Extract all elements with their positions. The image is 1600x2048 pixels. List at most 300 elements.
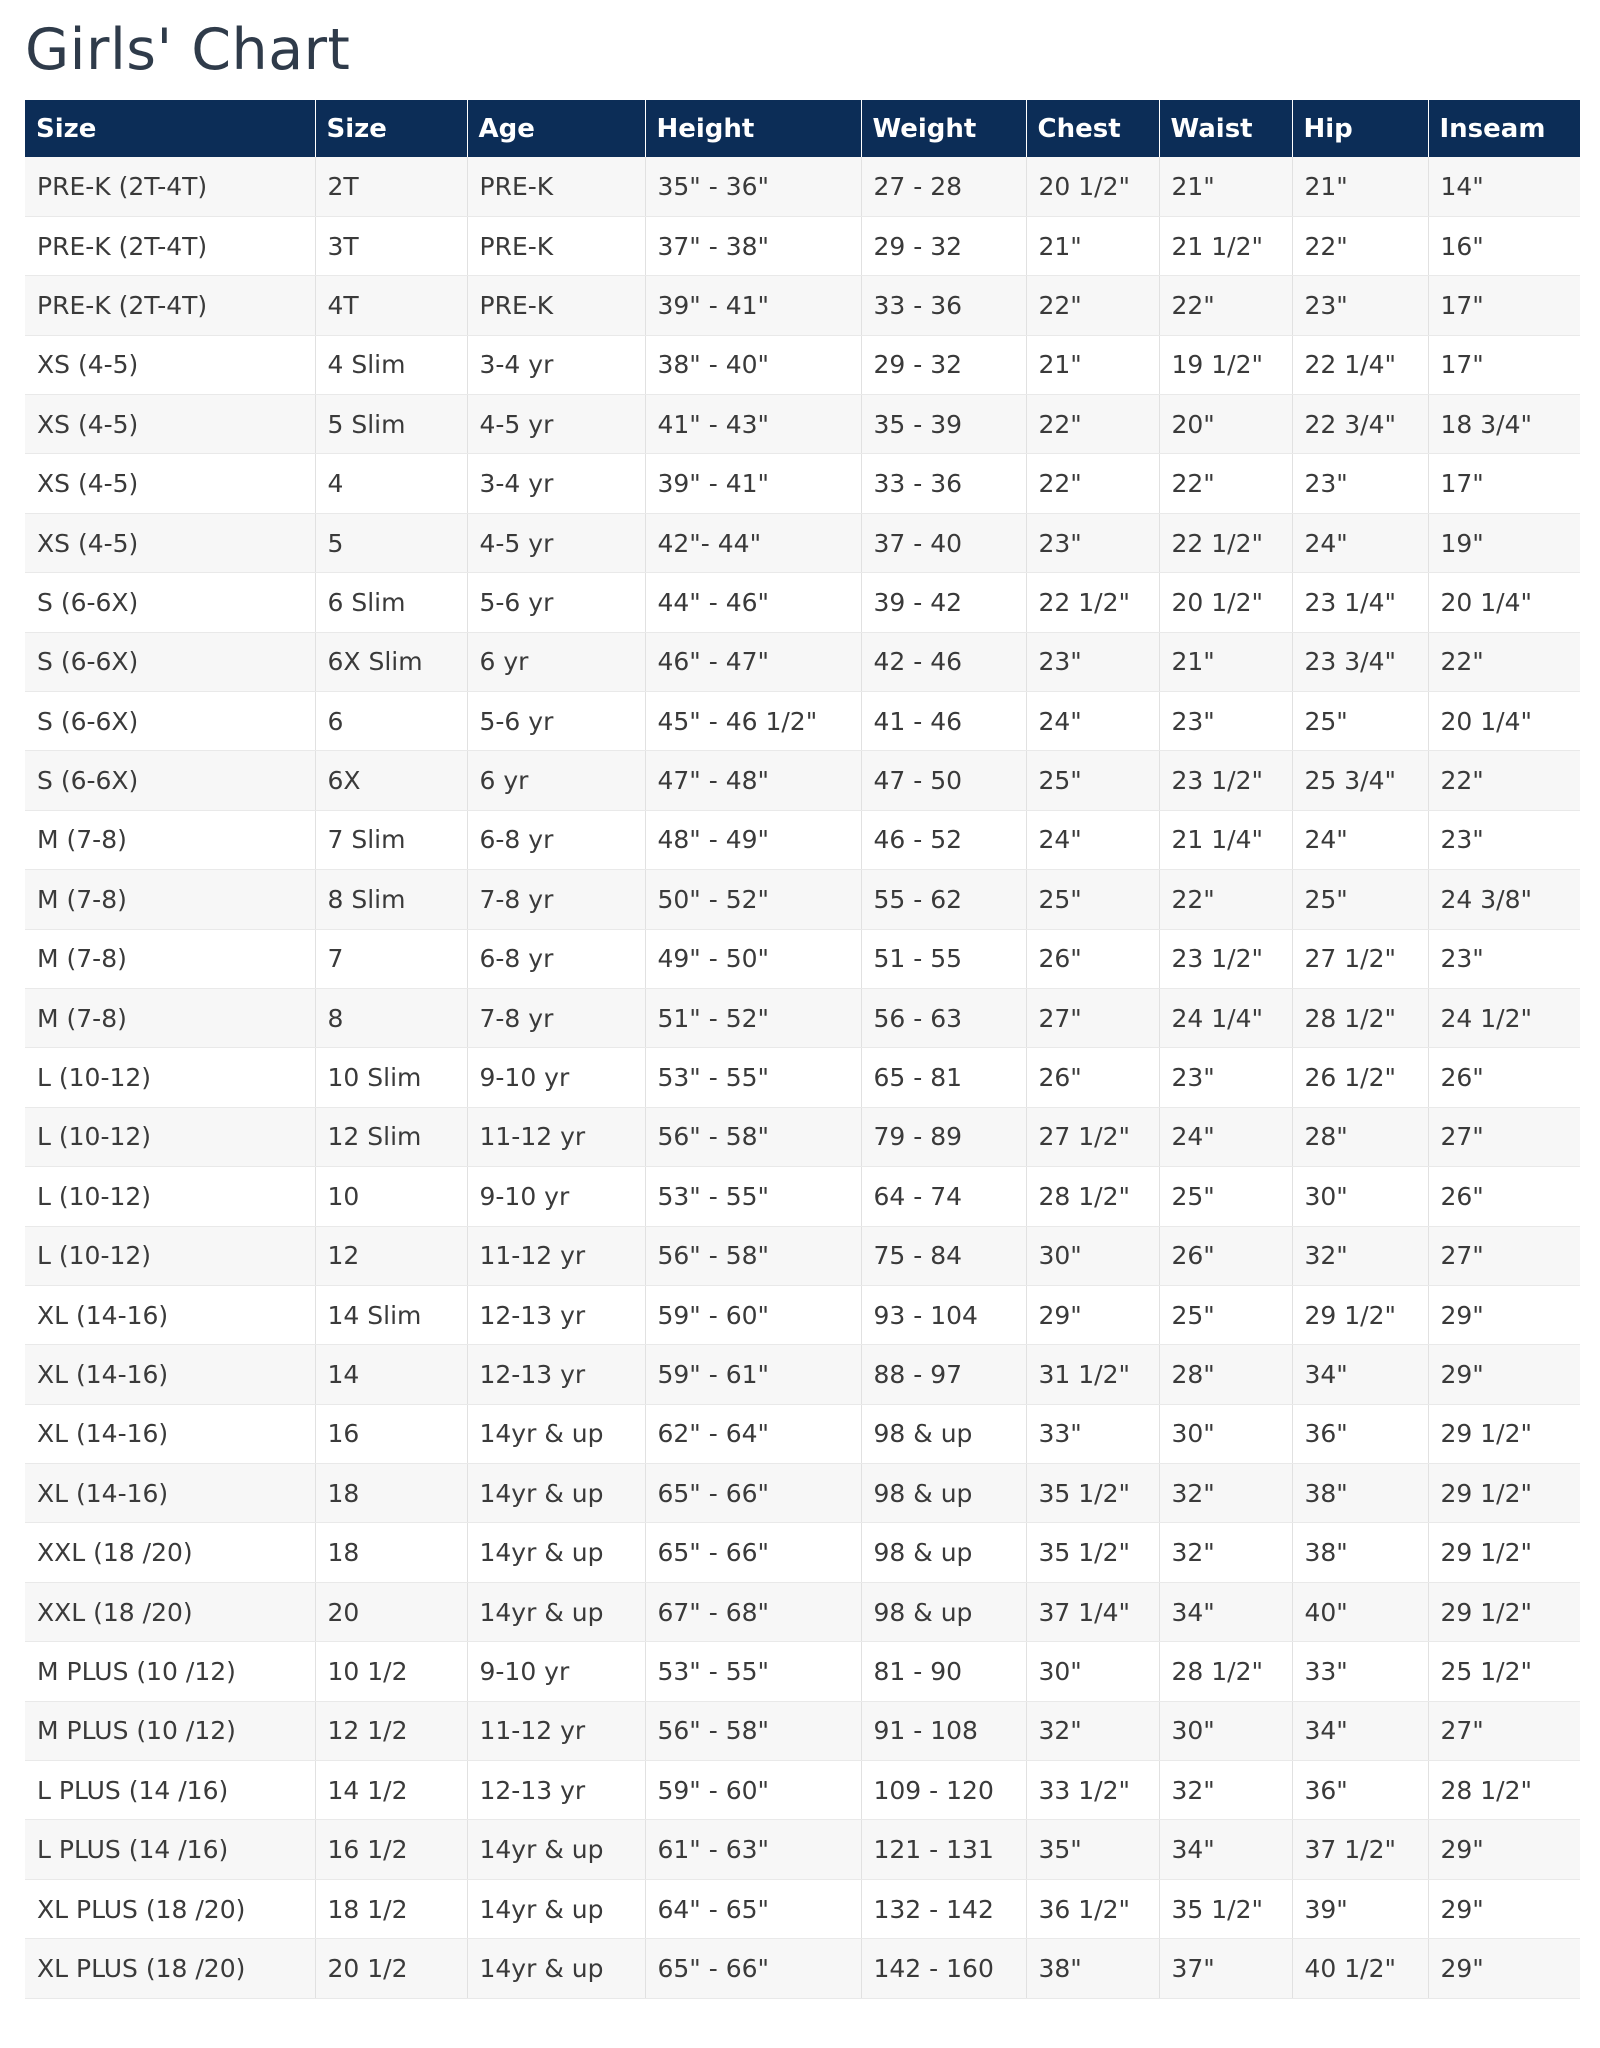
cell-waist: 35 1/2" [1159, 1879, 1292, 1938]
table-row [25, 1107, 1580, 1166]
cell-weight: 75 - 84 [861, 1226, 1026, 1285]
column-header-chest: Chest [1026, 100, 1159, 157]
cell-age: 12-13 yr [467, 1761, 645, 1820]
cell-height: 42"- 44" [645, 513, 861, 572]
cell-chest: 26" [1026, 1048, 1159, 1107]
cell-size-group: S (6-6X) [25, 751, 315, 810]
cell-chest: 23" [1026, 513, 1159, 572]
table-row [25, 454, 1580, 513]
cell-age: 5-6 yr [467, 573, 645, 632]
cell-height: 41" - 43" [645, 395, 861, 454]
cell-waist: 23 1/2" [1159, 929, 1292, 988]
cell-size: 14 [315, 1345, 467, 1404]
cell-weight: 93 - 104 [861, 1285, 1026, 1344]
cell-age: 11-12 yr [467, 1226, 645, 1285]
cell-age: 14yr & up [467, 1582, 645, 1641]
cell-size-group: M (7-8) [25, 810, 315, 869]
cell-age: PRE-K [467, 216, 645, 275]
cell-height: 35" - 36" [645, 157, 861, 216]
table-row [25, 810, 1580, 869]
cell-age: 6-8 yr [467, 929, 645, 988]
table-row [25, 157, 1580, 216]
cell-chest: 22" [1026, 395, 1159, 454]
table-row [25, 632, 1580, 691]
column-header-size: Size [315, 100, 467, 157]
cell-hip: 27 1/2" [1292, 929, 1428, 988]
cell-weight: 29 - 32 [861, 335, 1026, 394]
cell-size-group: S (6-6X) [25, 573, 315, 632]
cell-chest: 38" [1026, 1939, 1159, 1998]
cell-size-group: M PLUS (10 /12) [25, 1642, 315, 1701]
cell-hip: 25" [1292, 870, 1428, 929]
cell-hip: 33" [1292, 1642, 1428, 1701]
cell-inseam: 29 1/2" [1428, 1404, 1580, 1463]
table-row [25, 573, 1580, 632]
cell-height: 53" - 55" [645, 1167, 861, 1226]
cell-height: 56" - 58" [645, 1226, 861, 1285]
cell-size-group: L (10-12) [25, 1226, 315, 1285]
table-row [25, 216, 1580, 275]
header-row [25, 100, 1580, 157]
cell-height: 51" - 52" [645, 988, 861, 1047]
cell-inseam: 27" [1428, 1107, 1580, 1166]
cell-waist: 34" [1159, 1582, 1292, 1641]
table-row [25, 1345, 1580, 1404]
cell-height: 65" - 66" [645, 1523, 861, 1582]
cell-weight: 51 - 55 [861, 929, 1026, 988]
table-row [25, 1761, 1580, 1820]
cell-chest: 23" [1026, 632, 1159, 691]
table-row [25, 276, 1580, 335]
cell-inseam: 26" [1428, 1167, 1580, 1226]
page-title: Girls' Chart [25, 17, 351, 83]
cell-height: 67" - 68" [645, 1582, 861, 1641]
cell-height: 59" - 61" [645, 1345, 861, 1404]
cell-chest: 36 1/2" [1026, 1879, 1159, 1938]
cell-hip: 36" [1292, 1761, 1428, 1820]
cell-size-group: XS (4-5) [25, 335, 315, 394]
cell-chest: 25" [1026, 751, 1159, 810]
cell-size: 14 Slim [315, 1285, 467, 1344]
column-header-hip: Hip [1292, 100, 1428, 157]
cell-chest: 22 1/2" [1026, 573, 1159, 632]
cell-inseam: 23" [1428, 810, 1580, 869]
cell-size: 16 1/2 [315, 1820, 467, 1879]
table-row [25, 1048, 1580, 1107]
cell-weight: 35 - 39 [861, 395, 1026, 454]
table-row [25, 1464, 1580, 1523]
cell-chest: 22" [1026, 276, 1159, 335]
cell-weight: 132 - 142 [861, 1879, 1026, 1938]
cell-hip: 22 3/4" [1292, 395, 1428, 454]
cell-size: 20 [315, 1582, 467, 1641]
cell-weight: 65 - 81 [861, 1048, 1026, 1107]
cell-chest: 33" [1026, 1404, 1159, 1463]
cell-waist: 21" [1159, 632, 1292, 691]
table-row [25, 513, 1580, 572]
column-header-waist: Waist [1159, 100, 1292, 157]
cell-weight: 98 & up [861, 1582, 1026, 1641]
cell-height: 61" - 63" [645, 1820, 861, 1879]
cell-hip: 32" [1292, 1226, 1428, 1285]
cell-size: 7 [315, 929, 467, 988]
cell-waist: 22" [1159, 276, 1292, 335]
cell-hip: 22 1/4" [1292, 335, 1428, 394]
cell-inseam: 17" [1428, 454, 1580, 513]
cell-size-group: M (7-8) [25, 929, 315, 988]
cell-size-group: XL PLUS (18 /20) [25, 1879, 315, 1938]
cell-waist: 32" [1159, 1464, 1292, 1523]
cell-height: 39" - 41" [645, 454, 861, 513]
cell-height: 44" - 46" [645, 573, 861, 632]
cell-size: 8 [315, 988, 467, 1047]
cell-age: 7-8 yr [467, 870, 645, 929]
cell-weight: 98 & up [861, 1404, 1026, 1463]
cell-weight: 47 - 50 [861, 751, 1026, 810]
cell-height: 62" - 64" [645, 1404, 861, 1463]
cell-hip: 29 1/2" [1292, 1285, 1428, 1344]
size-chart-table [25, 100, 1580, 1999]
cell-size-group: XS (4-5) [25, 454, 315, 513]
cell-size: 6X [315, 751, 467, 810]
cell-age: 6 yr [467, 632, 645, 691]
cell-size: 3T [315, 216, 467, 275]
cell-height: 50" - 52" [645, 870, 861, 929]
cell-size: 12 1/2 [315, 1701, 467, 1760]
cell-height: 65" - 66" [645, 1464, 861, 1523]
cell-waist: 21 1/2" [1159, 216, 1292, 275]
cell-chest: 27 1/2" [1026, 1107, 1159, 1166]
cell-age: 14yr & up [467, 1820, 645, 1879]
cell-chest: 29" [1026, 1285, 1159, 1344]
cell-height: 49" - 50" [645, 929, 861, 988]
cell-size-group: XL (14-16) [25, 1464, 315, 1523]
cell-waist: 34" [1159, 1820, 1292, 1879]
cell-size: 20 1/2 [315, 1939, 467, 1998]
cell-age: PRE-K [467, 276, 645, 335]
cell-hip: 36" [1292, 1404, 1428, 1463]
cell-waist: 32" [1159, 1761, 1292, 1820]
cell-chest: 33 1/2" [1026, 1761, 1159, 1820]
cell-inseam: 19" [1428, 513, 1580, 572]
cell-chest: 27" [1026, 988, 1159, 1047]
cell-hip: 40 1/2" [1292, 1939, 1428, 1998]
column-header-size-group: Size [25, 100, 315, 157]
cell-size-group: M PLUS (10 /12) [25, 1701, 315, 1760]
cell-height: 45" - 46 1/2" [645, 692, 861, 751]
table-row [25, 929, 1580, 988]
cell-size-group: S (6-6X) [25, 632, 315, 691]
cell-waist: 30" [1159, 1701, 1292, 1760]
cell-waist: 20" [1159, 395, 1292, 454]
cell-age: 14yr & up [467, 1523, 645, 1582]
cell-waist: 19 1/2" [1159, 335, 1292, 394]
cell-hip: 23 1/4" [1292, 573, 1428, 632]
cell-age: 5-6 yr [467, 692, 645, 751]
cell-inseam: 26" [1428, 1048, 1580, 1107]
table-header [25, 100, 1580, 157]
cell-size-group: L (10-12) [25, 1167, 315, 1226]
cell-inseam: 27" [1428, 1226, 1580, 1285]
cell-chest: 35 1/2" [1026, 1464, 1159, 1523]
cell-weight: 33 - 36 [861, 454, 1026, 513]
cell-size-group: L (10-12) [25, 1048, 315, 1107]
cell-inseam: 24 1/2" [1428, 988, 1580, 1047]
cell-size: 5 [315, 513, 467, 572]
cell-weight: 121 - 131 [861, 1820, 1026, 1879]
cell-waist: 25" [1159, 1167, 1292, 1226]
cell-hip: 24" [1292, 513, 1428, 572]
cell-weight: 41 - 46 [861, 692, 1026, 751]
cell-size: 6X Slim [315, 632, 467, 691]
cell-inseam: 24 3/8" [1428, 870, 1580, 929]
cell-size: 18 [315, 1523, 467, 1582]
cell-waist: 22" [1159, 870, 1292, 929]
cell-size: 18 1/2 [315, 1879, 467, 1938]
cell-height: 48" - 49" [645, 810, 861, 869]
table-row [25, 1523, 1580, 1582]
cell-size: 18 [315, 1464, 467, 1523]
cell-size-group: PRE-K (2T-4T) [25, 157, 315, 216]
cell-weight: 39 - 42 [861, 573, 1026, 632]
column-header-age: Age [467, 100, 645, 157]
cell-age: 3-4 yr [467, 335, 645, 394]
cell-hip: 25 3/4" [1292, 751, 1428, 810]
table-row [25, 395, 1580, 454]
cell-chest: 31 1/2" [1026, 1345, 1159, 1404]
cell-height: 64" - 65" [645, 1879, 861, 1938]
cell-weight: 91 - 108 [861, 1701, 1026, 1760]
cell-chest: 25" [1026, 870, 1159, 929]
cell-inseam: 14" [1428, 157, 1580, 216]
cell-age: 14yr & up [467, 1464, 645, 1523]
cell-size: 12 Slim [315, 1107, 467, 1166]
table-row [25, 1226, 1580, 1285]
cell-size-group: PRE-K (2T-4T) [25, 276, 315, 335]
cell-size: 14 1/2 [315, 1761, 467, 1820]
cell-age: 6 yr [467, 751, 645, 810]
cell-inseam: 17" [1428, 276, 1580, 335]
column-header-weight: Weight [861, 100, 1026, 157]
cell-size-group: L PLUS (14 /16) [25, 1761, 315, 1820]
cell-waist: 22" [1159, 454, 1292, 513]
cell-waist: 23 1/2" [1159, 751, 1292, 810]
cell-size: 5 Slim [315, 395, 467, 454]
cell-hip: 28" [1292, 1107, 1428, 1166]
table-row [25, 988, 1580, 1047]
table-row [25, 1285, 1580, 1344]
cell-age: 6-8 yr [467, 810, 645, 869]
cell-size-group: XS (4-5) [25, 395, 315, 454]
cell-inseam: 29" [1428, 1939, 1580, 1998]
cell-chest: 26" [1026, 929, 1159, 988]
cell-chest: 28 1/2" [1026, 1167, 1159, 1226]
cell-hip: 37 1/2" [1292, 1820, 1428, 1879]
cell-height: 38" - 40" [645, 335, 861, 394]
cell-size-group: XL (14-16) [25, 1285, 315, 1344]
cell-size-group: XXL (18 /20) [25, 1523, 315, 1582]
cell-height: 65" - 66" [645, 1939, 861, 1998]
cell-age: 14yr & up [467, 1939, 645, 1998]
cell-age: 9-10 yr [467, 1048, 645, 1107]
cell-waist: 30" [1159, 1404, 1292, 1463]
cell-size-group: XS (4-5) [25, 513, 315, 572]
table-row [25, 1820, 1580, 1879]
cell-chest: 24" [1026, 810, 1159, 869]
cell-size-group: PRE-K (2T-4T) [25, 216, 315, 275]
cell-weight: 46 - 52 [861, 810, 1026, 869]
cell-hip: 38" [1292, 1523, 1428, 1582]
cell-weight: 29 - 32 [861, 216, 1026, 275]
cell-hip: 21" [1292, 157, 1428, 216]
cell-inseam: 29 1/2" [1428, 1582, 1580, 1641]
cell-weight: 37 - 40 [861, 513, 1026, 572]
cell-weight: 27 - 28 [861, 157, 1026, 216]
cell-hip: 23" [1292, 276, 1428, 335]
cell-hip: 22" [1292, 216, 1428, 275]
cell-waist: 21 1/4" [1159, 810, 1292, 869]
cell-inseam: 29" [1428, 1820, 1580, 1879]
cell-size: 7 Slim [315, 810, 467, 869]
cell-size: 4 Slim [315, 335, 467, 394]
cell-inseam: 22" [1428, 632, 1580, 691]
cell-inseam: 18 3/4" [1428, 395, 1580, 454]
table-row [25, 1701, 1580, 1760]
cell-waist: 20 1/2" [1159, 573, 1292, 632]
cell-chest: 21" [1026, 216, 1159, 275]
cell-size: 12 [315, 1226, 467, 1285]
cell-age: 14yr & up [467, 1879, 645, 1938]
cell-inseam: 27" [1428, 1701, 1580, 1760]
cell-waist: 28 1/2" [1159, 1642, 1292, 1701]
cell-height: 59" - 60" [645, 1761, 861, 1820]
cell-height: 56" - 58" [645, 1107, 861, 1166]
table-row [25, 1642, 1580, 1701]
cell-inseam: 23" [1428, 929, 1580, 988]
cell-age: PRE-K [467, 157, 645, 216]
cell-weight: 142 - 160 [861, 1939, 1026, 1998]
cell-hip: 34" [1292, 1701, 1428, 1760]
cell-size: 4T [315, 276, 467, 335]
cell-hip: 25" [1292, 692, 1428, 751]
cell-weight: 98 & up [861, 1464, 1026, 1523]
cell-waist: 22 1/2" [1159, 513, 1292, 572]
cell-size-group: XL (14-16) [25, 1345, 315, 1404]
cell-size-group: XL (14-16) [25, 1404, 315, 1463]
cell-size-group: L (10-12) [25, 1107, 315, 1166]
cell-size: 16 [315, 1404, 467, 1463]
cell-size: 10 Slim [315, 1048, 467, 1107]
table-row [25, 870, 1580, 929]
cell-inseam: 17" [1428, 335, 1580, 394]
cell-hip: 24" [1292, 810, 1428, 869]
cell-height: 46" - 47" [645, 632, 861, 691]
cell-weight: 109 - 120 [861, 1761, 1026, 1820]
cell-hip: 38" [1292, 1464, 1428, 1523]
cell-hip: 40" [1292, 1582, 1428, 1641]
cell-size-group: M (7-8) [25, 870, 315, 929]
cell-inseam: 29 1/2" [1428, 1523, 1580, 1582]
cell-waist: 21" [1159, 157, 1292, 216]
cell-size: 8 Slim [315, 870, 467, 929]
cell-inseam: 16" [1428, 216, 1580, 275]
cell-height: 53" - 55" [645, 1642, 861, 1701]
cell-age: 4-5 yr [467, 513, 645, 572]
cell-size: 6 Slim [315, 573, 467, 632]
cell-inseam: 20 1/4" [1428, 692, 1580, 751]
table-row [25, 1404, 1580, 1463]
cell-inseam: 29 1/2" [1428, 1464, 1580, 1523]
cell-age: 12-13 yr [467, 1285, 645, 1344]
cell-hip: 30" [1292, 1167, 1428, 1226]
cell-age: 3-4 yr [467, 454, 645, 513]
cell-chest: 35 1/2" [1026, 1523, 1159, 1582]
cell-age: 4-5 yr [467, 395, 645, 454]
cell-waist: 25" [1159, 1285, 1292, 1344]
column-header-height: Height [645, 100, 861, 157]
cell-weight: 81 - 90 [861, 1642, 1026, 1701]
cell-size-group: M (7-8) [25, 988, 315, 1047]
cell-waist: 24 1/4" [1159, 988, 1292, 1047]
table-body [25, 157, 1580, 1998]
cell-waist: 32" [1159, 1523, 1292, 1582]
cell-chest: 30" [1026, 1226, 1159, 1285]
cell-hip: 39" [1292, 1879, 1428, 1938]
cell-hip: 34" [1292, 1345, 1428, 1404]
cell-age: 12-13 yr [467, 1345, 645, 1404]
cell-chest: 32" [1026, 1701, 1159, 1760]
cell-size-group: L PLUS (14 /16) [25, 1820, 315, 1879]
cell-size: 6 [315, 692, 467, 751]
cell-weight: 33 - 36 [861, 276, 1026, 335]
cell-size-group: XXL (18 /20) [25, 1582, 315, 1641]
cell-weight: 56 - 63 [861, 988, 1026, 1047]
cell-waist: 28" [1159, 1345, 1292, 1404]
cell-height: 47" - 48" [645, 751, 861, 810]
cell-weight: 55 - 62 [861, 870, 1026, 929]
table-row [25, 1879, 1580, 1938]
table-row [25, 335, 1580, 394]
cell-waist: 24" [1159, 1107, 1292, 1166]
cell-size-group: XL PLUS (18 /20) [25, 1939, 315, 1998]
cell-waist: 26" [1159, 1226, 1292, 1285]
cell-height: 59" - 60" [645, 1285, 861, 1344]
cell-size-group: S (6-6X) [25, 692, 315, 751]
cell-inseam: 29" [1428, 1285, 1580, 1344]
table-row [25, 751, 1580, 810]
column-header-inseam: Inseam [1439, 113, 1546, 144]
cell-chest: 21" [1026, 335, 1159, 394]
cell-height: 53" - 55" [645, 1048, 861, 1107]
cell-age: 11-12 yr [467, 1701, 645, 1760]
cell-size: 4 [315, 454, 467, 513]
cell-hip: 23" [1292, 454, 1428, 513]
cell-chest: 20 1/2" [1026, 157, 1159, 216]
cell-weight: 42 - 46 [861, 632, 1026, 691]
cell-height: 39" - 41" [645, 276, 861, 335]
table-row [25, 1582, 1580, 1641]
cell-waist: 37" [1159, 1939, 1292, 1998]
cell-height: 56" - 58" [645, 1701, 861, 1760]
cell-chest: 22" [1026, 454, 1159, 513]
cell-weight: 64 - 74 [861, 1167, 1026, 1226]
cell-size: 10 1/2 [315, 1642, 467, 1701]
cell-inseam: 20 1/4" [1428, 573, 1580, 632]
cell-waist: 23" [1159, 692, 1292, 751]
cell-chest: 30" [1026, 1642, 1159, 1701]
cell-chest: 35" [1026, 1820, 1159, 1879]
cell-hip: 23 3/4" [1292, 632, 1428, 691]
